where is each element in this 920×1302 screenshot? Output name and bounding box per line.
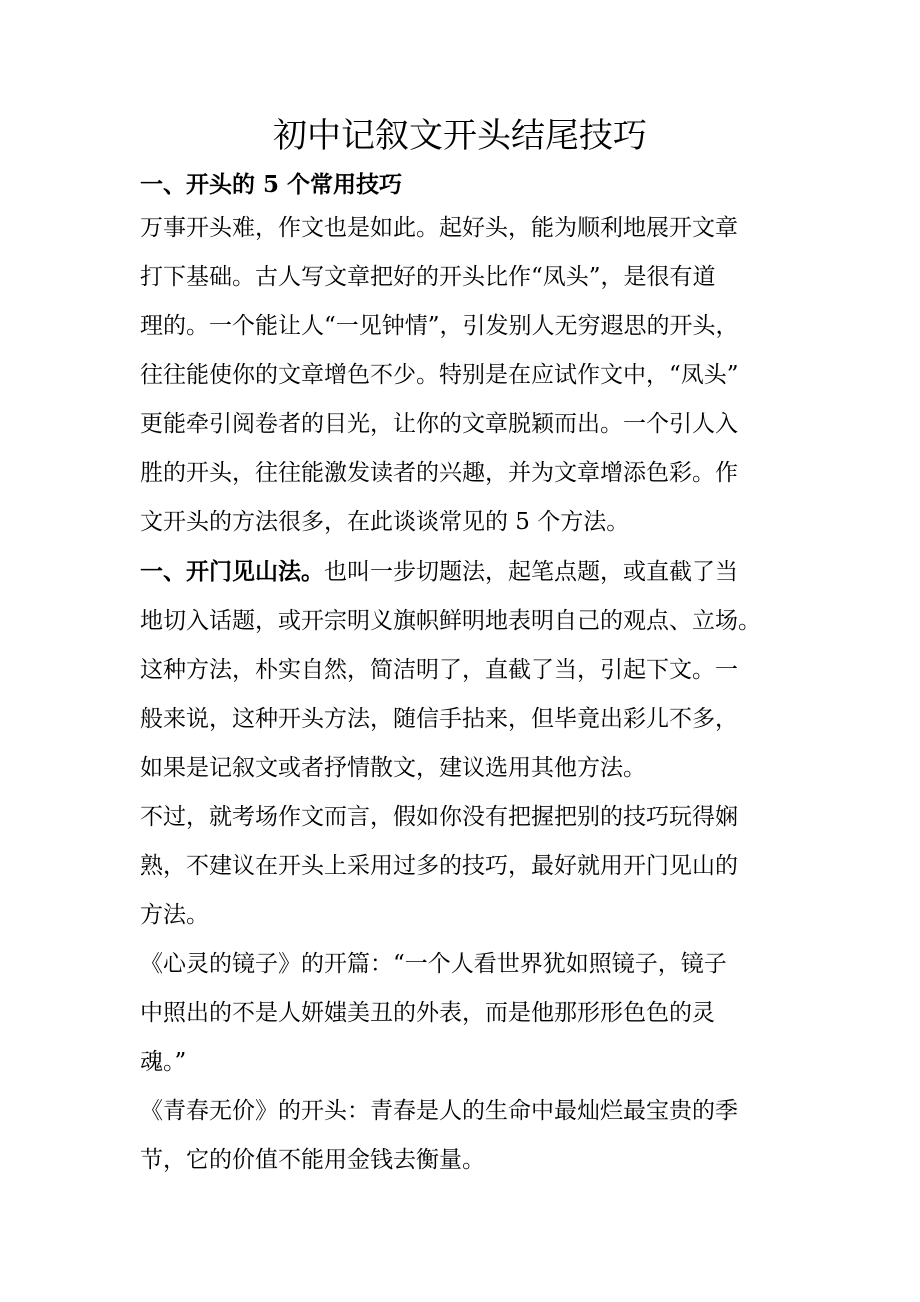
method1-line: 地切入话题，或开宗明义旗帜鲜明地表明自己的观点、立场。: [140, 608, 761, 634]
example2-paragraph: [140, 1087, 790, 1185]
intro-line: 文开头的方法很多，在此谈谈常见的 5 个方法。: [140, 509, 630, 535]
advice-paragraph: [140, 793, 790, 940]
document-body: [140, 166, 790, 1185]
advice-line: 熟，不建议在开头上采用过多的技巧，最好就用开门见山的: [140, 853, 738, 879]
advice-line: 方法。: [140, 902, 209, 928]
intro-paragraph: [140, 204, 790, 547]
method1-line: 般来说，这种开头方法，随信手拈来，但毕竟出彩儿不多，: [140, 706, 738, 732]
example1-paragraph: [140, 940, 790, 1087]
example2-line: 节，它的价值不能用金钱去衡量。: [140, 1147, 485, 1173]
method1-line: 如果是记叙文或者抒情散文，建议选用其他方法。: [140, 755, 646, 781]
document-title: 初中记叙文开头结尾技巧: [273, 116, 647, 156]
method1-lead: 一、开门见山法。: [140, 558, 324, 585]
section-heading: 一、开头的 5 个常用技巧: [140, 171, 403, 198]
intro-line: 胜的开头，往往能激发读者的兴趣，并为文章增添色彩。作: [140, 460, 738, 486]
intro-line: 更能牵引阅卷者的目光，让你的文章脱颖而出。一个引人入: [140, 411, 738, 437]
example1-line: 魂。”: [140, 1049, 187, 1075]
example2-line: 《青春无价》的开头：青春是人的生命中最灿烂最宝贵的季: [140, 1098, 738, 1124]
method1-first-line: [140, 547, 790, 597]
example1-line: 中照出的不是人妍媸美丑的外表，而是他那形形色色的灵: [140, 1000, 715, 1026]
advice-line: 不过，就考场作文而言，假如你没有把握把别的技巧玩得娴: [140, 804, 738, 830]
method1-first-rest: 也叫一步切题法，起笔点题，或直截了当: [324, 559, 738, 585]
intro-line: 万事开头难，作文也是如此。起好头，能为顺利地展开文章: [140, 215, 738, 241]
method1-line: 这种方法，朴实自然，简洁明了，直截了当，引起下文。一: [140, 657, 738, 683]
intro-line: 理的。一个能让人“一见钟情”，引发别人无穷遐思的开头，: [140, 313, 739, 339]
intro-line: 往往能使你的文章增色不少。特别是在应试作文中，“凤头”: [140, 362, 739, 388]
intro-line: 打下基础。古人写文章把好的开头比作“凤头”，是很有道: [140, 264, 716, 290]
example1-line: 《心灵的镜子》的开篇：“一个人看世界犹如照镜子，镜子: [140, 951, 727, 977]
method1-paragraph: [140, 547, 790, 793]
